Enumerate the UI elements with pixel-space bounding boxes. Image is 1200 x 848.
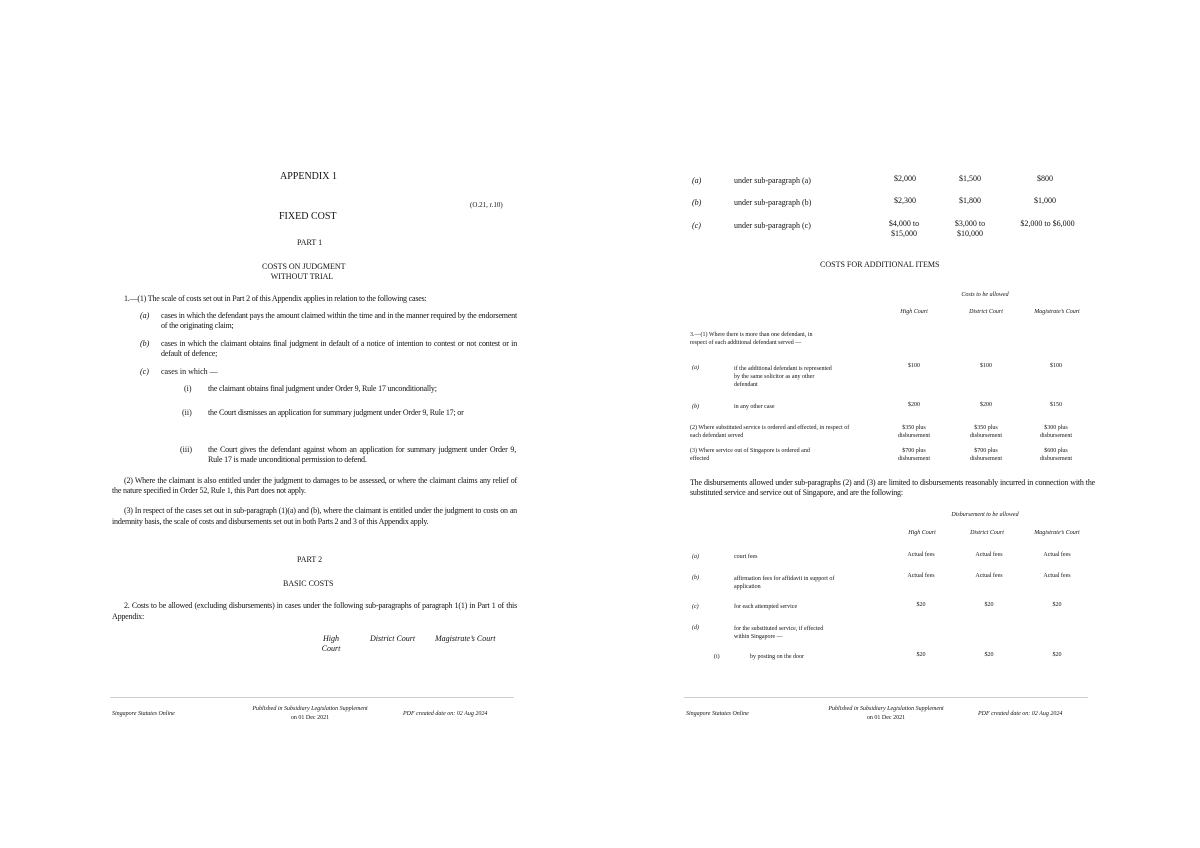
basic-row-district: $3,000 to $10,000 — [954, 219, 986, 238]
disb-row-district: $20 — [984, 602, 994, 608]
item-c-text: cases in which — — [161, 367, 218, 376]
para3-2-high: $350 plus disbursement — [898, 425, 930, 439]
disb-row-desc: affirmation fees for affidavit in support of application — [734, 576, 835, 590]
sub-ii-text: the Court dismisses an application for summary judgment under Order 9, Rule 17; or — [208, 408, 464, 417]
col-district: District Court — [370, 634, 416, 643]
disb-sub-district: $20 — [984, 652, 994, 658]
add-col-district: District Court — [969, 309, 1003, 315]
disb-row-desc: for each attempted service — [734, 604, 798, 610]
disb-row-mag: Actual fees — [1043, 552, 1071, 558]
disb-row-label: (c) — [692, 604, 699, 610]
para3-2-district: $350 plus disbursement — [970, 425, 1002, 439]
basic-row-high: $4,000 to $15,000 — [888, 219, 920, 238]
para3-intro: 3.—(1) Where there is more than one defendant, in respect of each additional defendant served — — [690, 332, 813, 346]
add-row-mag: $100 — [1050, 363, 1062, 369]
para3-3-district: $700 plus disbursement — [970, 448, 1002, 462]
disb-row-mag: $20 — [1052, 602, 1062, 608]
basic-row-high: $2,300 — [894, 196, 916, 205]
fixed-cost-title: FIXED COST — [279, 211, 337, 222]
item-c-label: (c) — [140, 367, 149, 376]
costs-allowed-label: Costs to be allowed — [961, 292, 1009, 298]
footer-divider — [110, 697, 514, 698]
disb-col-district: District Court — [970, 530, 1004, 536]
footer-right: PDF created date on: 02 Aug 2024 — [978, 711, 1063, 717]
disb-row-label: (b) — [692, 575, 699, 581]
basic-row-label: (b) — [692, 198, 702, 207]
footer-divider — [684, 697, 1088, 698]
para2-text: (2) Where the claimant is also entitled under the judgment to damages to be assessed, or where the claimant claims any relief of the nature specified in Order 52, Rule 1, this Part does not apply. — [112, 476, 517, 495]
sub-iii-label: (iii) — [180, 445, 192, 454]
disb-row-district: Actual fees — [975, 573, 1003, 579]
disb-row-desc: court fees — [734, 554, 758, 560]
part2-title: PART 2 — [297, 555, 323, 564]
add-row-desc: if the additional defendant is represented by the same solicitor as any other defendant — [734, 366, 832, 388]
footer-mid-line2: on 01 Dec 2021 — [290, 715, 330, 721]
basic-row-mag: $1,000 — [1034, 196, 1056, 205]
add-row-mag: $150 — [1050, 402, 1062, 408]
add-row-district: $200 — [980, 402, 992, 408]
item-b-label: (b) — [140, 339, 150, 348]
col-high-line1: High — [323, 634, 339, 643]
disbursements-text: The disbursements allowed under sub-paragraphs (2) and (3) are limited to disbursements reasonably incurred in connection with the substituted service and service out of Singapore, and are the following: — [690, 478, 1095, 497]
disb-sub-high: $20 — [916, 652, 926, 658]
sub-i-text: the claimant obtains final judgment under Order 9, Rule 17 unconditionally; — [208, 384, 437, 393]
disb-row-label: (d) — [692, 625, 699, 631]
disb-row-high: $20 — [916, 602, 926, 608]
basic-row-desc: under sub-paragraph (c) — [734, 221, 811, 230]
disb-row-high: Actual fees — [907, 573, 935, 579]
basic-row-label: (a) — [692, 176, 702, 185]
item-a-text: cases in which the defendant pays the amount claimed within the time and in the manner required by the endorsement of the originating claim; — [161, 311, 517, 330]
footer-mid-line1: Published in Subsidiary Legislation Supplement — [252, 706, 368, 712]
para3-3-text: (3) Where service out of Singapore is ordered and effected — [690, 448, 810, 462]
basic-row-desc: under sub-paragraph (b) — [734, 198, 812, 207]
appendix-title: APPENDIX 1 — [280, 171, 337, 182]
basic-row-label: (c) — [692, 221, 701, 230]
para1-intro: 1.—(1) The scale of costs set out in Part 2 of this Appendix applies in relation to the following cases: — [124, 294, 427, 303]
basic-row-mag: $800 — [1037, 174, 1053, 183]
part1-heading-line2: WITHOUT TRIAL — [270, 272, 334, 281]
part1-heading-line1: COSTS ON JUDGMENT — [262, 262, 346, 271]
add-col-high: High Court — [900, 309, 928, 315]
disb-sub-label: (i) — [714, 654, 720, 660]
para3-2-text: (2) Where substituted service is ordered and effected, in respect of each defendant served — [690, 425, 850, 439]
item-b-text: cases in which the claimant obtains final judgment in default of a notice of intention to contest or not contest or in default of defence; — [161, 339, 517, 358]
add-row-desc: in any other case — [734, 404, 775, 410]
add-row-district: $100 — [980, 363, 992, 369]
part1-title: PART 1 — [297, 238, 323, 247]
disb-sub-mag: $20 — [1052, 652, 1062, 658]
basic-row-high: $2,000 — [894, 174, 916, 183]
add-col-mag: Magistrate’s Court — [1034, 309, 1080, 315]
col-magistrate: Magistrate’s Court — [435, 634, 496, 643]
sub-ii-label: (ii) — [182, 408, 192, 417]
rule-reference: (O.21, r.10) — [470, 201, 503, 209]
sub-i-label: (i) — [184, 384, 192, 393]
disb-row-high: Actual fees — [907, 552, 935, 558]
para2-costs-text: 2. Costs to be allowed (excluding disbursements) in cases under the following sub-paragraphs of paragraph 1(1) in Part 1 of this Appendix: — [112, 601, 517, 621]
footer-left: Singapore Statutes Online — [112, 711, 175, 717]
footer-left: Singapore Statutes Online — [686, 711, 749, 717]
additional-items-title: COSTS FOR ADDITIONAL ITEMS — [820, 260, 940, 269]
para3-3-mag: $600 plus disbursement — [1040, 448, 1072, 462]
disb-row-district: Actual fees — [975, 552, 1003, 558]
disb-sub-desc: by posting on the door — [750, 654, 804, 660]
footer-right: PDF created date on: 02 Aug 2024 — [403, 711, 488, 717]
disb-row-desc: for the substituted service, if effected within Singapore — — [734, 626, 824, 640]
add-row-high: $100 — [908, 363, 920, 369]
sub-iii-text: the Court gives the defendant against whom an application for summary judgment under Order 9, Rule 17 is made unconditional permission to defend. — [208, 445, 516, 464]
disb-row-mag: Actual fees — [1043, 573, 1071, 579]
footer-mid-line2: on 01 Dec 2021 — [866, 715, 906, 721]
basic-row-district: $1,500 — [959, 174, 981, 183]
disb-col-mag: Magistrate’s Court — [1034, 530, 1080, 536]
disb-allowed-label: Disbursement to be allowed — [951, 512, 1019, 518]
para3-3-high: $700 plus disbursement — [898, 448, 930, 462]
footer-mid-line1: Published in Subsidiary Legislation Supplement — [828, 706, 944, 712]
para3-2-mag: $300 plus disbursement — [1040, 425, 1072, 439]
basic-row-mag: $2,000 to $6,000 — [1020, 219, 1075, 228]
para3-text: (3) In respect of the cases set out in sub-paragraph (1)(a) and (b), where the claimant is entitled under the judgment to costs on an indemnity basis, the scale of costs and disbursements set out in both Parts 2 and 3 of this Appendix apply. — [112, 506, 517, 526]
disb-col-high: High Court — [908, 530, 936, 536]
col-high-line2: Court — [321, 644, 341, 653]
add-row-high: $200 — [908, 402, 920, 408]
add-row-label: (b) — [692, 404, 699, 410]
item-a-label: (a) — [140, 311, 150, 320]
add-row-label: (a) — [692, 365, 699, 371]
basic-row-desc: under sub-paragraph (a) — [734, 176, 811, 185]
basic-row-district: $1,800 — [959, 196, 981, 205]
right-page — [600, 0, 1200, 848]
basic-costs-title: BASIC COSTS — [283, 579, 334, 588]
disb-row-label: (a) — [692, 554, 699, 560]
